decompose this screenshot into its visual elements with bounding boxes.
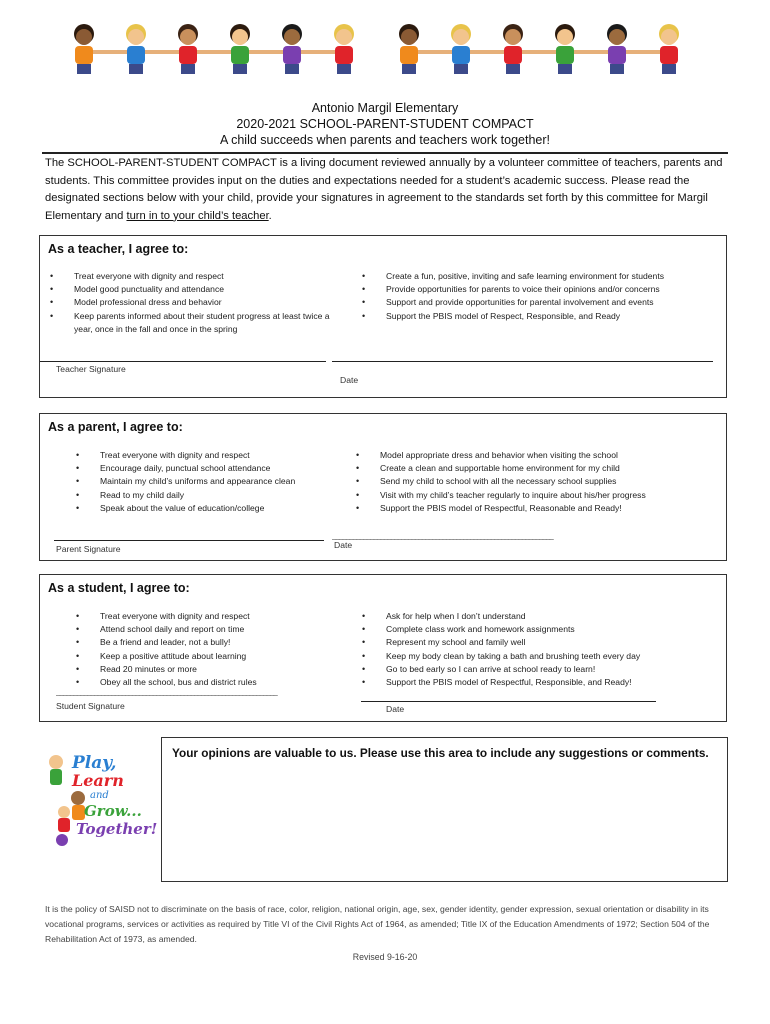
child-legs-icon [233,64,247,74]
student-commitment-item: • Be a friend and leader, not a bully! [76,636,346,649]
student-commitment-item: • Treat everyone with dignity and respect [76,610,346,623]
student-section-title: As a student, I agree to: [48,581,190,595]
comments-box[interactable] [161,737,728,882]
student-signature-line[interactable]: ________________________________________________________________ [56,687,277,696]
children-holding-hands-icon [50,18,720,78]
child-legs-icon [129,64,143,74]
parent-signature-label: Parent Signature [56,544,121,554]
child-legs-icon [610,64,624,74]
teacher-date-label: Date [340,375,359,385]
parent-commitment-item: • Support the PBIS model of Respectful, Reasonable and Ready! [356,502,716,515]
logo-word-grow: Grow... [84,802,142,820]
child-legs-icon [337,64,351,74]
parent-commitment-item: • Speak about the value of education/college [76,502,346,515]
parent-commitment-item: • Visit with my child’s teacher regularly to inquire about his/her progress [356,489,716,502]
intro-end: . [268,209,272,222]
student-date-label: Date [386,704,405,714]
parent-commitment-item: • Model appropriate dress and behavior when visiting the school [356,449,716,462]
intro-text: The SCHOOL-PARENT-STUDENT COMPACT is a living document reviewed annually by a volunteer committee of teachers, parents and students. This committee provides input on the duties and expectations needed for a student’s academic success. Please read the designated sections below with your child, provide your signatures in agreement to the standards set forth by this committee for Margil Elementary and [45,157,723,222]
parent-list-left [76,449,346,515]
teacher-signature-label: Teacher Signature [56,364,126,374]
child-legs-icon [454,64,468,74]
student-commitment-item: • Attend school daily and report on time [76,623,346,636]
logo-word-learn: Learn [72,771,124,790]
child-head-icon [71,791,85,805]
child-body-icon [58,818,70,832]
child-head-icon [56,834,68,846]
child-legs-icon [285,64,299,74]
student-commitment-item: • Read 20 minutes or more [76,663,346,676]
child-legs-icon [662,64,676,74]
teacher-commitment-item: • Support the PBIS model of Respect, Responsible, and Ready [362,310,722,323]
intro-underlined-text: turn in to your child’s teacher [126,209,269,222]
student-commitment-list [362,610,722,689]
compact-title: 2020-2021 SCHOOL-PARENT-STUDENT COMPACT [236,117,534,131]
teacher-commitment-item: • Treat everyone with dignity and respect [50,270,340,283]
child-shirt-icon [608,46,626,64]
child-shirt-icon [127,46,145,64]
revised-date: Revised 9-16-20 [352,952,418,962]
child-face-icon [661,29,677,45]
child-face-icon [609,29,625,45]
child-body-icon [50,769,62,785]
parent-section [39,413,727,561]
child-face-icon [505,29,521,45]
child-legs-icon [506,64,520,74]
child-face-icon [401,29,417,45]
parent-signature-line[interactable] [54,540,324,541]
parent-commitment-item: • Encourage daily, punctual school attendance [76,462,346,475]
document-header [0,100,770,148]
student-commitment-item: • Keep my body clean by taking a bath and brushing teeth every day [362,650,722,663]
student-commitment-list [76,610,346,689]
header-divider [42,152,728,154]
child-face-icon [128,29,144,45]
logo-word-together: Together! [76,820,158,838]
child-legs-icon [402,64,416,74]
teacher-commitment-list [362,270,722,323]
parent-commitment-item: • Treat everyone with dignity and respect [76,449,346,462]
child-head-icon [49,755,63,769]
parent-commitment-item: • Maintain my child’s uniforms and appearance clean [76,475,346,488]
student-list-left [76,610,346,689]
teacher-list-right [362,270,722,323]
child-face-icon [557,29,573,45]
child-legs-icon [77,64,91,74]
teacher-commitment-item: • Keep parents informed about their student progress at least twice a year, once in the fall and once in the spring [50,310,340,336]
parent-commitment-list [356,449,716,515]
child-shirt-icon [335,46,353,64]
compact-tagline: A child succeeds when parents and teachers work together! [219,133,551,147]
child-shirt-icon [75,46,93,64]
student-commitment-item: • Complete class work and homework assignments [362,623,722,636]
child-shirt-icon [283,46,301,64]
student-commitment-item: • Ask for help when I don’t understand [362,610,722,623]
child-legs-icon [181,64,195,74]
student-commitment-item: • Obey all the school, bus and district rules [76,676,346,689]
teacher-signature-line[interactable] [40,361,326,362]
teacher-section [39,235,727,398]
student-commitment-item: • Keep a positive attitude about learning [76,650,346,663]
comments-title: Your opinions are valuable to us. Please use this area to include any suggestions or comments. [172,746,709,760]
student-date-line[interactable] [361,701,656,702]
parent-commitment-item: • Send my child to school with all the necessary school supplies [356,475,716,488]
teacher-commitment-item: • Support and provide opportunities for parental involvement and events [362,296,722,309]
children-banner-image [50,18,720,78]
child-shirt-icon [452,46,470,64]
logo-word-and: and [90,790,109,801]
student-list-right [362,610,722,689]
child-face-icon [232,29,248,45]
parent-commitment-list [76,449,346,515]
parent-date-line[interactable]: ________________________________________________________________ [332,531,553,540]
child-face-icon [336,29,352,45]
student-commitment-item: • Go to bed early so I can arrive at school ready to learn! [362,663,722,676]
teacher-list-left [50,270,340,336]
student-commitment-item: • Support the PBIS model of Respectful, Responsible, and Ready! [362,676,722,689]
nondiscrimination-policy: It is the policy of SAISD not to discriminate on the basis of race, color, religion, national origin, age, sex, gender identity, gender expression, sexual orientation or disability in its vocational programs, services or activities as required by Title VI of the Civil Rights Act of 1964, as amended; Title IX of the Education Amendments of 1972; Section 504 of the Rehabilitation Act of 1973, as amended. [45,904,710,944]
child-shirt-icon [179,46,197,64]
child-shirt-icon [556,46,574,64]
teacher-commitment-list [50,270,340,336]
intro-paragraph [45,155,725,225]
teacher-section-title: As a teacher, I agree to: [48,242,189,256]
teacher-commitment-item: • Provide opportunities for parents to voice their opinions and/or concerns [362,283,722,296]
child-face-icon [284,29,300,45]
parent-date-label: Date [334,540,353,550]
parent-section-title: As a parent, I agree to: [48,420,183,434]
teacher-date-line[interactable] [332,361,713,362]
parent-commitment-item: • Create a clean and supportable home environment for my child [356,462,716,475]
child-shirt-icon [400,46,418,64]
student-signature-label: Student Signature [56,701,125,711]
child-face-icon [76,29,92,45]
teacher-commitment-item: • Model good punctuality and attendance [50,283,340,296]
child-head-icon [58,806,70,818]
parent-commitment-item: • Read to my child daily [76,489,346,502]
play-learn-grow-logo [42,740,160,852]
student-section [39,574,727,722]
child-face-icon [180,29,196,45]
school-name: Antonio Margil Elementary [311,101,459,115]
child-shirt-icon [231,46,249,64]
child-legs-icon [558,64,572,74]
logo-word-play: Play, [72,753,117,773]
child-face-icon [453,29,469,45]
child-shirt-icon [504,46,522,64]
student-commitment-item: • Represent my school and family well [362,636,722,649]
parent-list-right [356,449,716,515]
teacher-commitment-item: • Model professional dress and behavior [50,296,340,309]
child-shirt-icon [660,46,678,64]
teacher-commitment-item: • Create a fun, positive, inviting and safe learning environment for students [362,270,722,283]
